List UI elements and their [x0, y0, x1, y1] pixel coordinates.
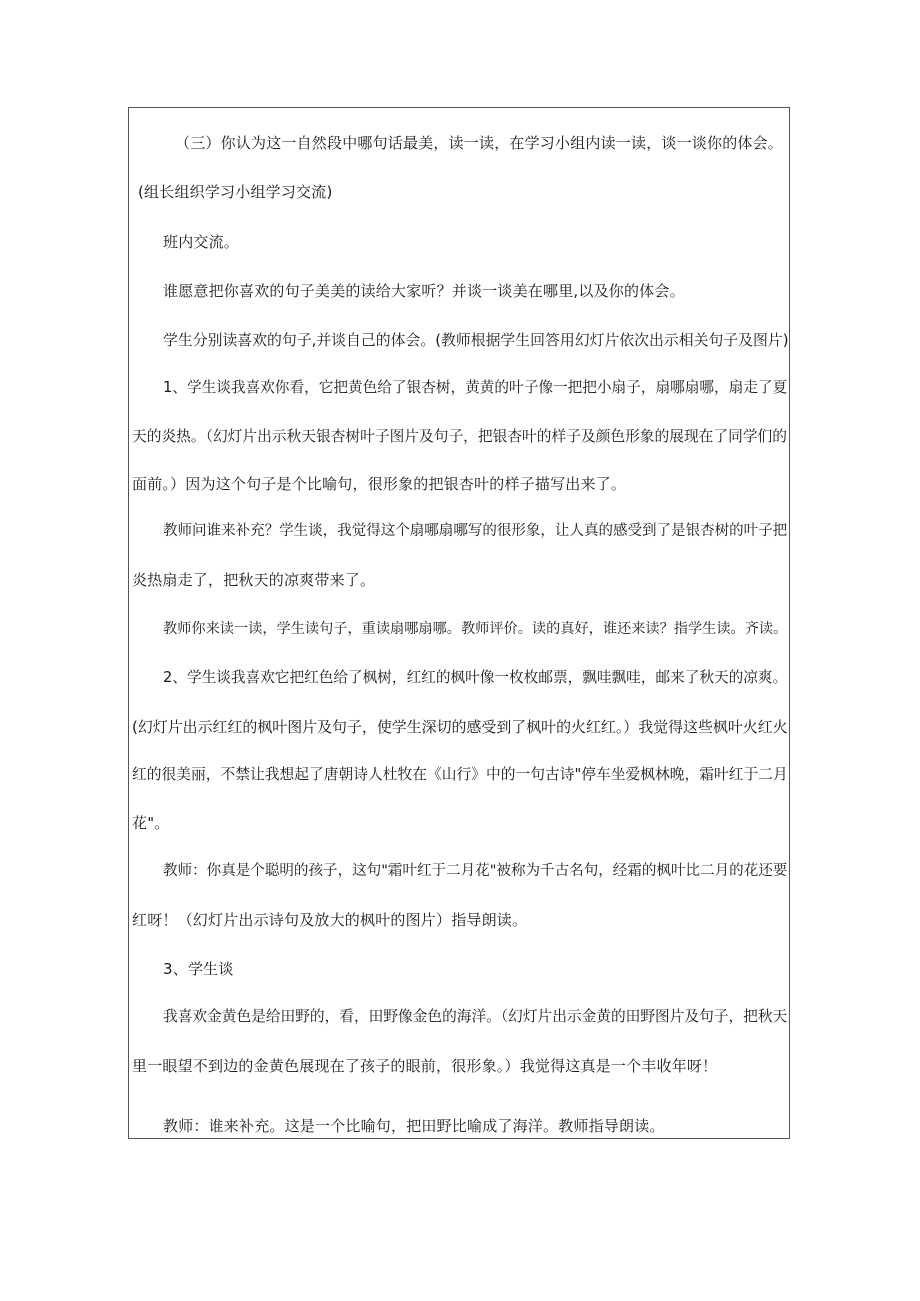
text-line: 里一眼望不到边的金黄色展现在了孩子的眼前，很形象。）我觉得这真是一个丰收年呀！	[132, 1057, 718, 1075]
text-line: 花"。	[132, 814, 170, 832]
text-line: 2、学生谈我喜欢它把红色给了枫树，红红的枫叶像一枚枚邮票，飘哇飘哇，邮来了秋天的凉爽。	[163, 669, 788, 686]
text-line: 红呀！（幻灯片出示诗句及放大的枫叶的图片）指导朗读。	[132, 911, 528, 929]
text-line: （三）你认为这一自然段中哪句话最美，读一读，在学习小组内读一读，谈一谈你的体会。	[175, 134, 784, 152]
text-line: 谁愿意把你喜欢的句子美美的读给大家听？并谈一谈美在哪里,以及你的体会。	[163, 282, 685, 300]
text-line: 炎热扇走了，把秋天的凉爽带来了。	[132, 571, 376, 589]
text-line: 我喜欢金黄色是给田野的，看，田野像金色的海洋。（幻灯片出示金黄的田野图片及句子，把秋天	[163, 1008, 788, 1025]
text-line: 红的很美丽，不禁让我想起了唐朝诗人杜牧在《山行》中的一句古诗"停车坐爱枫林晚，霜叶红于二月	[132, 766, 788, 783]
text-line: 学生分别读喜欢的句子,并谈自己的体会。(教师根据学生回答用幻灯片依次出示相关句子及图片)	[163, 331, 789, 349]
text-line: 教师你来读一读，学生读句子，重读扇哪扇哪。教师评价。读的真好，谁还来读？指学生读。齐读。	[163, 621, 788, 637]
text-line: 教师问谁来补充？学生谈，我觉得这个扇哪扇哪写的很形象，让人真的感受到了是银杏树的叶子把	[163, 523, 788, 539]
text-line: 教师：谁来补充。这是一个比喻句，把田野比喻成了海洋。教师指导朗读。	[163, 1117, 665, 1135]
text-line: (幻灯片出示红红的枫叶图片及句子，使学生深切的感受到了枫叶的火红红。）我觉得这些枫叶火红火	[132, 718, 788, 736]
text-line: 1、学生谈我喜欢你看，它把黄色给了银杏树，黄黄的叶子像一把把小扇子，扇哪扇哪，扇走了夏	[163, 379, 788, 396]
text-line: 3、学生谈	[163, 960, 234, 978]
text-line: 天的炎热。（幻灯片出示秋天银杏树叶子图片及句子，把银杏叶的样子及颜色形象的展现在了同学们的	[132, 428, 787, 445]
text-line: 班内交流。	[163, 233, 240, 251]
text-line: 教师：你真是个聪明的孩子，这句"霜叶红于二月花"被称为千古名句，经霜的枫叶比二月的花还要	[163, 862, 788, 879]
text-line: 面前。）因为这个句子是个比喻句，很形象的把银杏叶的样子描写出来了。	[132, 475, 627, 493]
text-line: (组长组织学习小组学习交流)	[138, 183, 333, 201]
